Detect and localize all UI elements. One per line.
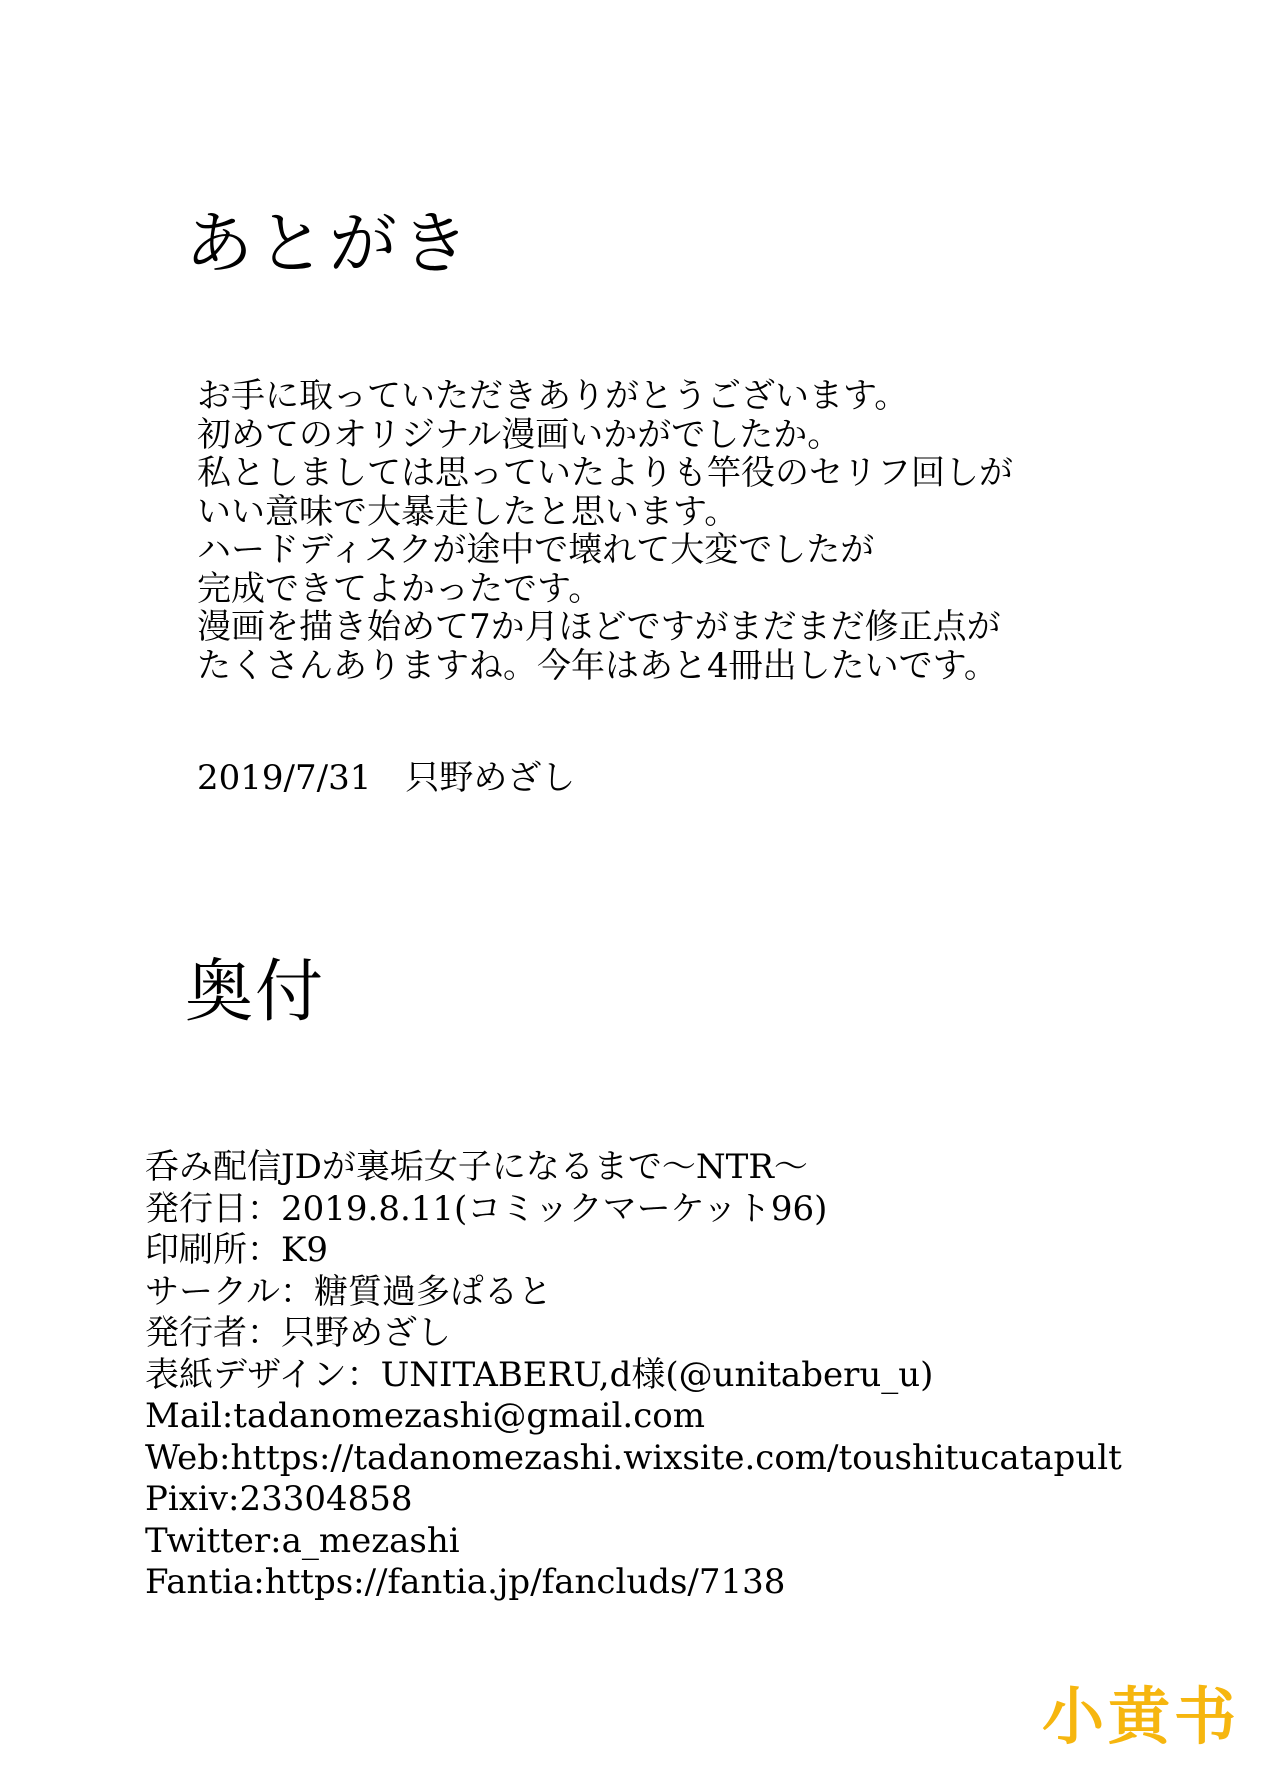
watermark-logo: 小黄书 (1041, 1680, 1240, 1753)
afterword-line: いい意味で大暴走したと思います。 (197, 491, 739, 532)
afterword-signature: 2019/7/31 只野めざし (197, 758, 576, 798)
afterword-line: ハードディスクが途中で壊れて大変でしたが (197, 530, 875, 570)
colophon-publisher: 発行者：只野めざし (145, 1313, 451, 1353)
colophon-book-title: 呑み配信JDが裏垢女子になるまで～NTR～ (145, 1147, 808, 1187)
colophon-twitter: Twitter:a_mezashi (145, 1520, 460, 1561)
afterword-body (197, 377, 1157, 685)
colophon-list (145, 1147, 1245, 1604)
colophon-fantia: Fantia:https://fantia.jp/fancluds/7138 (145, 1562, 786, 1602)
afterword-line: 初めてのオリジナル漫画いかがでしたか。 (197, 414, 842, 455)
colophon-mail: Mail:tadanomezashi@gmail.com (145, 1396, 705, 1436)
colophon-publish-date: 発行日：2019.8.11(コミックマーケット96) (145, 1188, 828, 1229)
afterword-line: たくさんありますね。今年はあと4冊出したいです。 (197, 645, 998, 686)
afterword-line: 完成できてよかったです。 (197, 568, 603, 609)
colophon-cover-design: 表紙デザイン：UNITABERU,d様(@unitaberu_u) (145, 1354, 934, 1395)
colophon-circle: サークル：糖質過多ぱると (145, 1271, 552, 1312)
colophon-printer: 印刷所：K9 (145, 1230, 329, 1270)
afterword-line: 漫画を描き始めて7か月ほどですがまだまだ修正点が (197, 607, 1001, 647)
colophon-web: Web:https://tadanomezashi.wixsite.com/toushitucatapult (145, 1437, 1122, 1478)
colophon-pixiv: Pixiv:23304858 (145, 1479, 413, 1519)
afterword-title: あとがき (185, 205, 474, 284)
colophon-title: 奥付 (185, 953, 326, 1032)
afterword-line: お手に取っていただきありがとうございます。 (197, 376, 909, 416)
afterword-line: 私としましては思っていたよりも竿役のセリフ回しが (197, 453, 1013, 493)
